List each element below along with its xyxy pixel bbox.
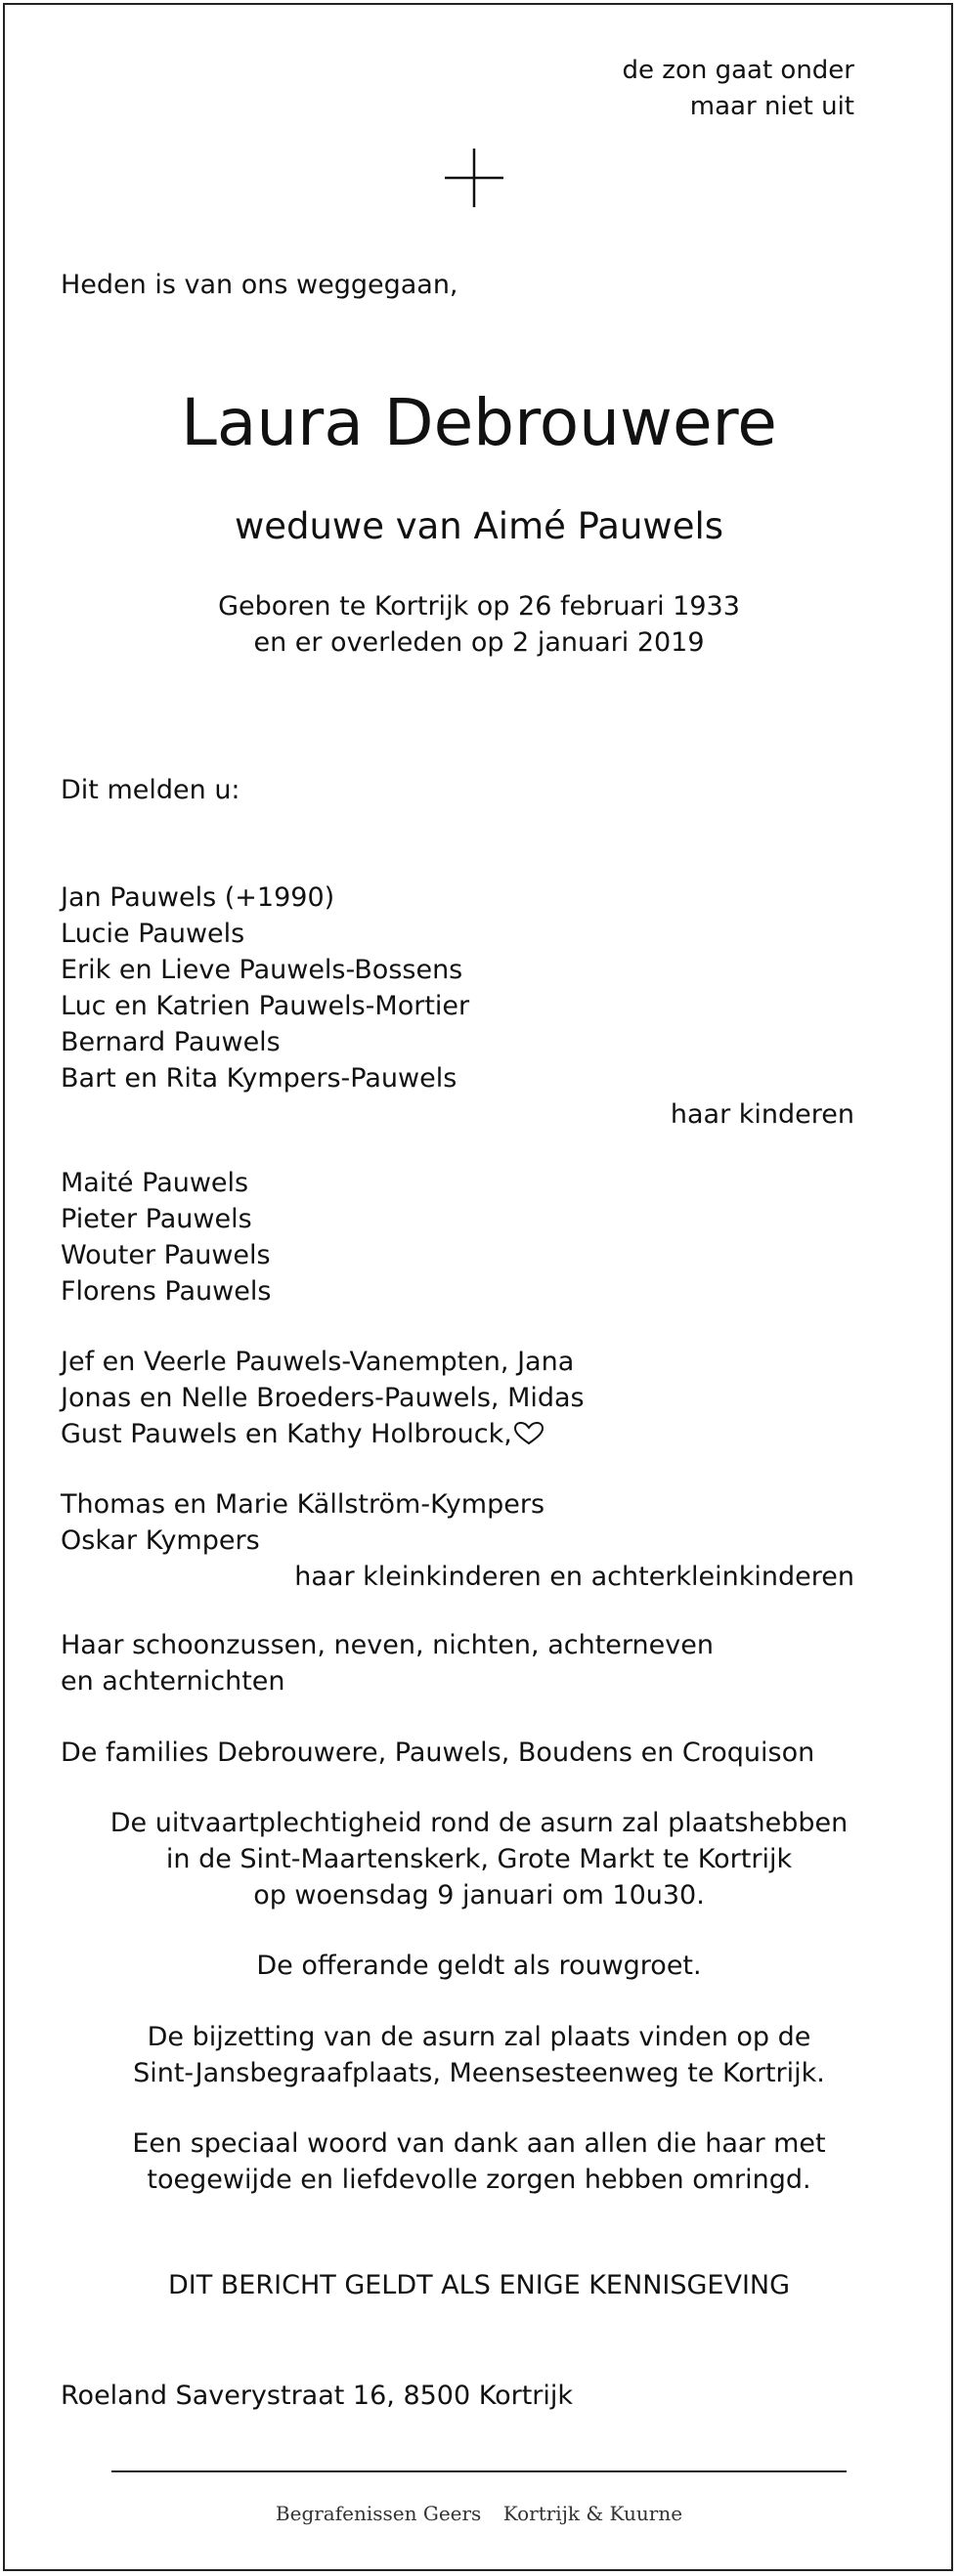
inlaws-line-2: en achternichten bbox=[61, 1666, 285, 1696]
grandchild-3: Wouter Pauwels bbox=[61, 1240, 271, 1270]
ceremony-line-3: op woensdag 9 januari om 10u30. bbox=[253, 1880, 705, 1911]
child-2: Lucie Pauwels bbox=[61, 919, 245, 949]
burial-line-1: De bijzetting van de asurn zal plaats vinden op de bbox=[147, 2022, 811, 2052]
children-label: haar kinderen bbox=[670, 1099, 854, 1130]
cross-icon bbox=[445, 149, 503, 207]
grandchild-6: Jonas en Nelle Broeders-Pauwels, Midas bbox=[61, 1383, 585, 1413]
grandchild-7-text: Gust Pauwels en Kathy Holbrouck, bbox=[61, 1419, 512, 1449]
heart-icon bbox=[514, 1422, 544, 1445]
grandchild-8: Thomas en Marie Källström-Kympers bbox=[61, 1489, 545, 1520]
child-6: Bart en Rita Kympers-Pauwels bbox=[61, 1063, 457, 1094]
child-4: Luc en Katrien Pauwels-Mortier bbox=[61, 991, 470, 1021]
address-line: Roeland Saverystraat 16, 8500 Kortrijk bbox=[61, 2381, 574, 2411]
inlaws-line-1: Haar schoonzussen, neven, nichten, achterneven bbox=[61, 1630, 714, 1660]
footer-divider bbox=[111, 2470, 847, 2472]
child-3: Erik en Lieve Pauwels-Bossens bbox=[61, 955, 463, 985]
families-line: De families Debrouwere, Pauwels, Boudens en Croquison bbox=[61, 1738, 815, 1768]
motto-line-2: maar niet uit bbox=[689, 92, 854, 121]
grandchild-4: Florens Pauwels bbox=[61, 1276, 272, 1307]
notice-line: DIT BERICHT GELDT ALS ENIGE KENNISGEVING bbox=[167, 2270, 791, 2300]
ceremony-line-1: De uitvaartplechtigheid rond de asurn zal plaatshebben bbox=[109, 1808, 849, 1838]
intro-text: Heden is van ons weggegaan, bbox=[61, 270, 458, 300]
thanks-line-1: Een speciaal woord van dank aan allen die haar met bbox=[132, 2128, 826, 2159]
death-line: en er overleden op 2 januari 2019 bbox=[253, 627, 705, 658]
grandchild-1: Maité Pauwels bbox=[61, 1168, 249, 1198]
burial-line-2: Sint-Jansbegraafplaats, Meensesteenweg te Kortrijk. bbox=[133, 2058, 825, 2088]
spouse-line: weduwe van Aimé Pauwels bbox=[234, 505, 724, 547]
grandchild-7 bbox=[61, 1416, 544, 1452]
child-1: Jan Pauwels (+1990) bbox=[61, 882, 335, 913]
offering-line: De offerande geldt als rouwgroet. bbox=[256, 1951, 702, 1981]
child-5: Bernard Pauwels bbox=[61, 1027, 281, 1057]
deceased-name: Laura Debrouwere bbox=[181, 385, 777, 460]
thanks-line-2: toegewijde en liefdevolle zorgen hebben omringd. bbox=[147, 2165, 811, 2195]
ceremony-line-2: in de Sint-Maartenskerk, Grote Markt te Kortrijk bbox=[165, 1844, 793, 1874]
grandchild-2: Pieter Pauwels bbox=[61, 1204, 252, 1234]
motto-line-1: de zon gaat onder bbox=[622, 56, 854, 85]
grandchild-9: Oskar Kympers bbox=[61, 1525, 260, 1556]
grandchildren-label: haar kleinkinderen en achterkleinkinderen bbox=[294, 1562, 854, 1592]
footer bbox=[0, 2502, 958, 2525]
footer-location: Kortrijk & Kuurne bbox=[502, 2502, 683, 2525]
announce-text: Dit melden u: bbox=[61, 775, 240, 805]
footer-undertaker: Begrafenissen Geers bbox=[275, 2502, 482, 2525]
birth-line: Geboren te Kortrijk op 26 februari 1933 bbox=[218, 591, 740, 622]
grandchild-5: Jef en Veerle Pauwels-Vanempten, Jana bbox=[61, 1347, 575, 1377]
